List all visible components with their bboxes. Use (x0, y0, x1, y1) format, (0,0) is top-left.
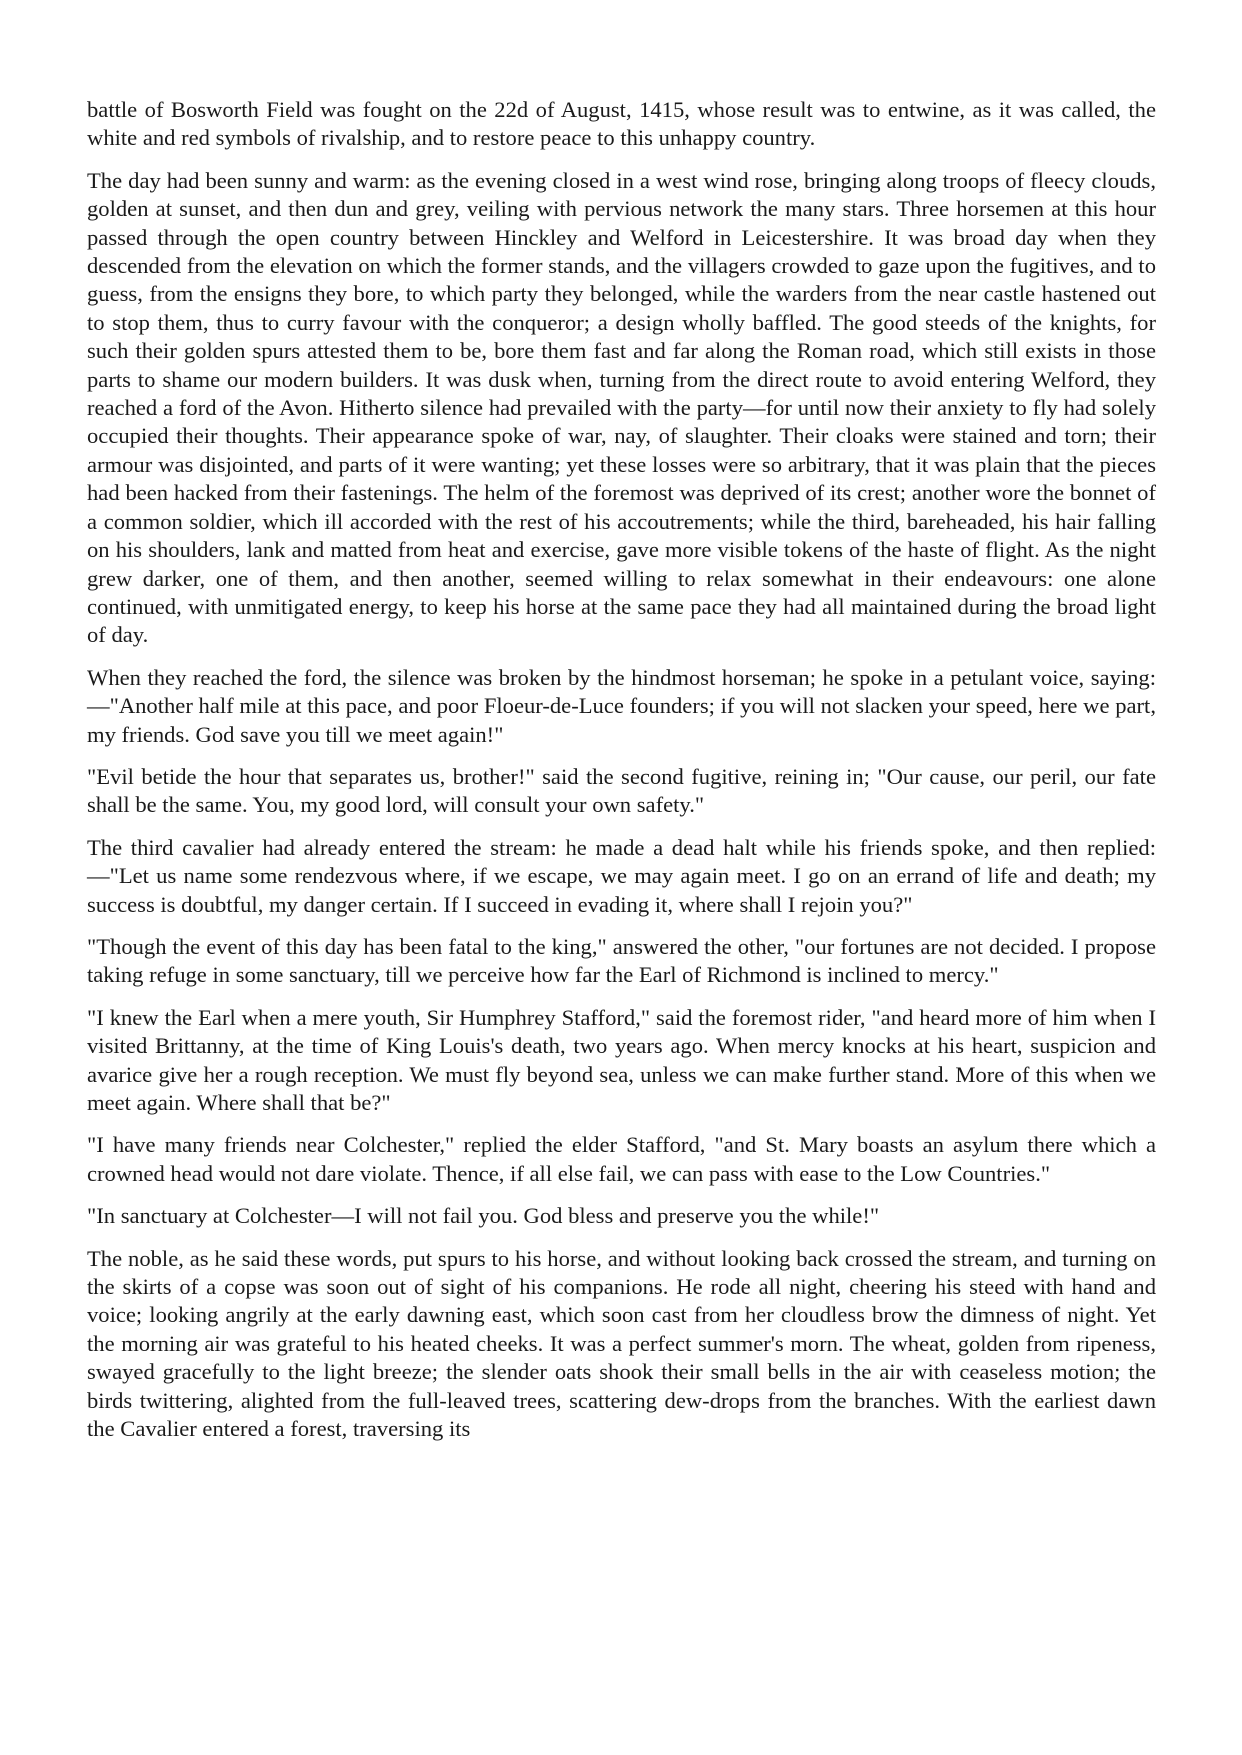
document-page (87, 96, 1156, 1457)
paragraph-9: "In sanctuary at Colchester—I will not fail you. God bless and preserve you the while!" (87, 1203, 880, 1229)
paragraph-2: The day had been sunny and warm: as the evening closed in a west wind rose, bringing along troops of fleecy clouds, golden at sunset, and then dun and grey, veiling with pervious network the many stars. Three horsemen at this hour passed through the open country between Hinckley and Welford in Leicestershire. It was broad day when they descended from the elevation on which the former stands, and the villagers crowded to gaze upon the fugitives, and to guess, from the ensigns they bore, to which party they belonged, while the warders from the near castle hastened out to stop them, thus to curry favour with the conqueror; a design wholly baffled. The good steeds of the knights, for such their golden spurs attested them to be, bore them fast and far along the Roman road, which still exists in those parts to shame our modern builders. It was dusk when, turning from the direct route to avoid entering Welford, they reached a ford of the Avon. Hitherto silence had prevailed with the party—for until now their anxiety to fly had solely occupied their thoughts. Their appearance spoke of war, nay, of slaughter. Their cloaks were stained and torn; their armour was disjointed, and parts of it were wanting; yet these losses were so arbitrary, that it was plain that the pieces had been hacked from their fastenings. The helm of the foremost was deprived of its crest; another wore the bonnet of a common soldier, which ill accorded with the rest of his accoutrements; while the third, bareheaded, his hair falling on his shoulders, lank and matted from heat and exercise, gave more visible tokens of the haste of flight. As the night grew darker, one of them, and then another, seemed willing to relax somewhat in their endeavours: one alone continued, with unmitigated energy, to keep his horse at the same pace they had all maintained during the broad light of day. (87, 167, 1156, 648)
paragraph-7: "I knew the Earl when a mere youth, Sir Humphrey Stafford," said the foremost rider, "and heard more of him when I visited Brittanny, at the time of King Louis's death, two years ago. When mercy knocks at his heart, suspicion and avarice give her a rough reception. We must fly beyond sea, unless we can make further stand. More of this when we meet again. Where shall that be?" (87, 1004, 1156, 1115)
paragraph-10: The noble, as he said these words, put spurs to his horse, and without looking back crossed the stream, and turning on the skirts of a copse was soon out of sight of his companions. He rode all night, cheering his steed with hand and voice; looking angrily at the early dawning east, which soon cast from her cloudless brow the dimness of night. Yet the morning air was grateful to his heated cheeks. It was a perfect summer's morn. The wheat, golden from ripeness, swayed gracefully to the light breeze; the slender oats shook their small bells in the air with ceaseless motion; the birds twittering, alighted from the full-leaved trees, scattering dew-drops from the branches. With the earliest dawn the Cavalier entered a forest, traversing its (87, 1245, 1156, 1442)
paragraph-4: "Evil betide the hour that separates us, brother!" said the second fugitive, reining in; "Our cause, our peril, our fate shall be the same. You, my good lord, will consult your own safety." (87, 763, 1156, 818)
paragraph-1: battle of Bosworth Field was fought on the 22d of August, 1415, whose result was to entwine, as it was called, the white and red symbols of rivalship, and to restore peace to this unhappy country. (87, 97, 1156, 151)
paragraph-5: The third cavalier had already entered the stream: he made a dead halt while his friends spoke, and then replied:—"Let us name some rendezvous where, if we escape, we may again meet. I go on an errand of life and death; my success is doubtful, my danger certain. If I succeed in evading it, where shall I rejoin you?" (87, 834, 1156, 917)
paragraph-6: "Though the event of this day has been fatal to the king," answered the other, "our fortunes are not decided. I propose taking refuge in some sanctuary, till we perceive how far the Earl of Richmond is inclined to mercy." (87, 933, 1156, 988)
paragraph-8: "I have many friends near Colchester," replied the elder Stafford, "and St. Mary boasts an asylum there which a crowned head would not dare violate. Thence, if all else fail, we can pass with ease to the Low Countries." (87, 1132, 1156, 1186)
paragraph-3: When they reached the ford, the silence was broken by the hindmost horseman; he spoke in a petulant voice, saying:—"Another half mile at this pace, and poor Floeur-de-Luce founders; if you will not slacken your speed, here we part, my friends. God save you till we meet again!" (87, 664, 1156, 747)
